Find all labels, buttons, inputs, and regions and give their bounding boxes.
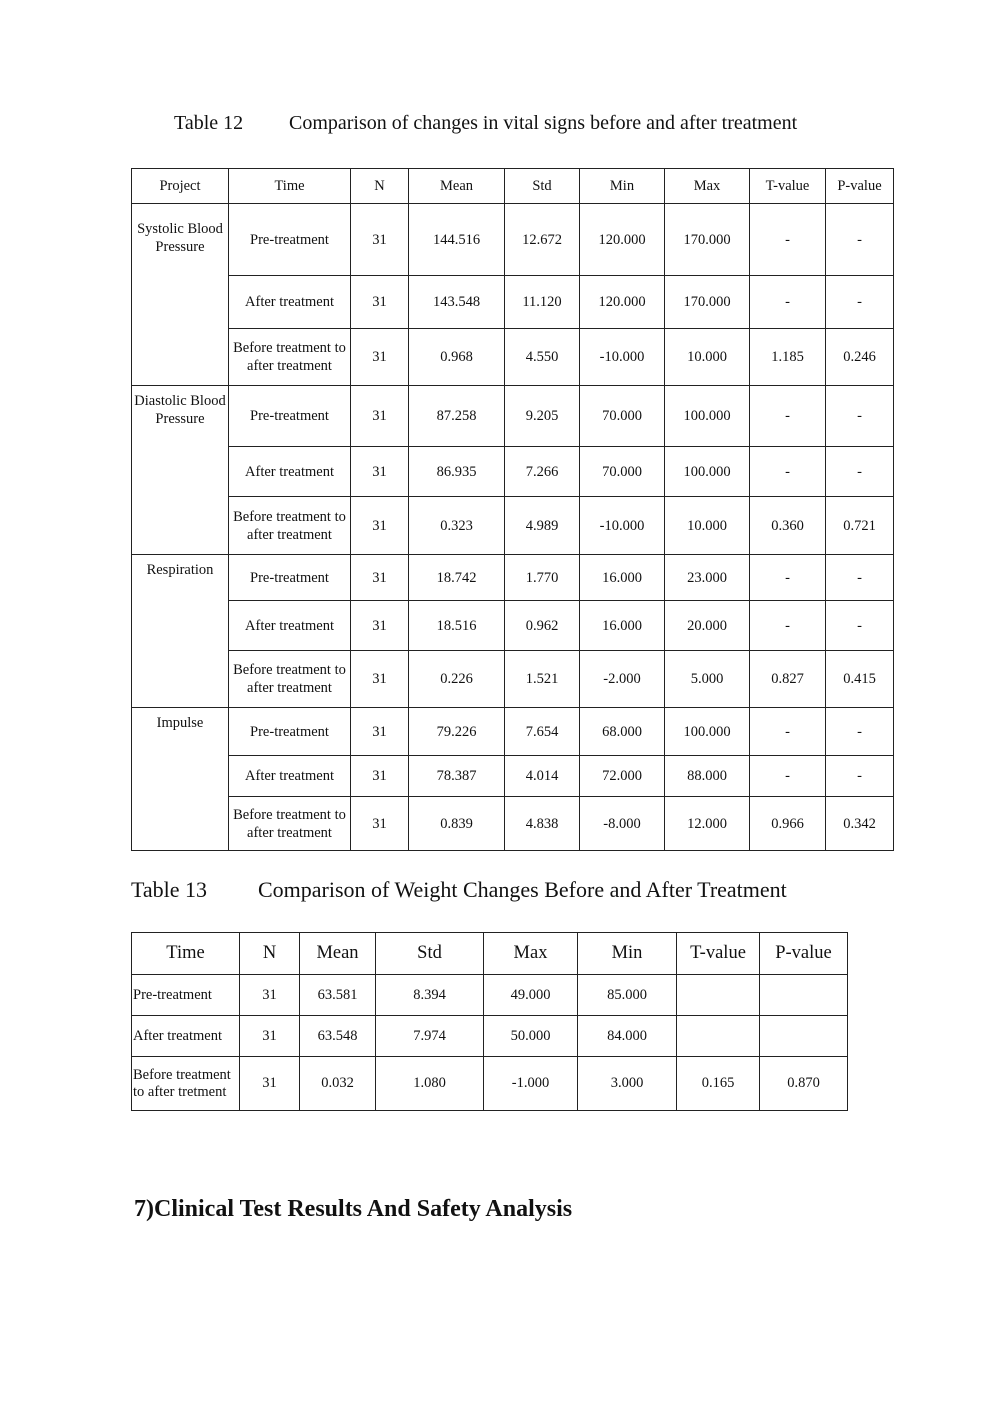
table-cell: 31 [351, 797, 409, 851]
project-cell: Impulse [132, 708, 229, 851]
time-cell: Pre-treatment [132, 975, 240, 1016]
table-cell: 31 [351, 204, 409, 276]
table-cell: 10.000 [665, 497, 750, 555]
table-row [132, 329, 894, 386]
table-cell: 0.323 [409, 497, 505, 555]
table-cell: 0.342 [826, 797, 894, 851]
table-cell: 7.974 [376, 1016, 484, 1057]
table12-number: Table 12 [174, 112, 244, 134]
table-cell: -8.000 [580, 797, 665, 851]
column-header: Std [376, 933, 484, 975]
table-cell: 0.721 [826, 497, 894, 555]
table-cell: 1.185 [750, 329, 826, 386]
table-cell: 31 [351, 708, 409, 756]
table-cell [760, 1016, 848, 1057]
table-cell: 0.839 [409, 797, 505, 851]
table-cell: 31 [351, 555, 409, 601]
time-cell: After treatment [132, 1016, 240, 1057]
table-cell: -1.000 [484, 1057, 578, 1111]
table-cell: - [750, 447, 826, 497]
time-cell: After treatment [229, 276, 351, 329]
table-cell: 1.080 [376, 1057, 484, 1111]
table-cell: 84.000 [578, 1016, 677, 1057]
table-row [132, 601, 894, 651]
table-cell: 23.000 [665, 555, 750, 601]
column-header: T-value [750, 169, 826, 204]
table-cell: 7.266 [505, 447, 580, 497]
section-heading: 7)Clinical Test Results And Safety Analysis [134, 1196, 573, 1222]
table-cell: - [750, 204, 826, 276]
time-cell: Pre-treatment [229, 555, 351, 601]
table-cell: 31 [351, 601, 409, 651]
table-row [132, 555, 894, 601]
column-header: Std [505, 169, 580, 204]
table-cell: 5.000 [665, 651, 750, 708]
table-cell: 31 [351, 497, 409, 555]
table-cell: 12.000 [665, 797, 750, 851]
table-cell [760, 975, 848, 1016]
table-row [132, 276, 894, 329]
table-cell: 3.000 [578, 1057, 677, 1111]
table-cell: 143.548 [409, 276, 505, 329]
table-cell: -2.000 [580, 651, 665, 708]
table-cell: 79.226 [409, 708, 505, 756]
table-cell: 49.000 [484, 975, 578, 1016]
time-cell: Before treatment to after treatment [229, 497, 351, 555]
table-cell: 170.000 [665, 204, 750, 276]
column-header: Max [665, 169, 750, 204]
table-cell: - [826, 386, 894, 447]
table-cell: 4.550 [505, 329, 580, 386]
table-cell: 70.000 [580, 447, 665, 497]
table-cell: 0.415 [826, 651, 894, 708]
table-cell: - [826, 756, 894, 797]
table-row [132, 708, 894, 756]
table-cell: 31 [351, 756, 409, 797]
table-cell: 85.000 [578, 975, 677, 1016]
table-cell: 11.120 [505, 276, 580, 329]
table-cell: 31 [351, 447, 409, 497]
table-cell: - [750, 708, 826, 756]
column-header: P-value [826, 169, 894, 204]
table-cell: 31 [351, 386, 409, 447]
column-header: T-value [677, 933, 760, 975]
table-cell: 4.838 [505, 797, 580, 851]
table-cell: 31 [240, 1057, 300, 1111]
weight-changes-table [131, 932, 848, 1111]
table-cell: 1.521 [505, 651, 580, 708]
column-header: N [240, 933, 300, 975]
table-cell: 31 [351, 651, 409, 708]
table-cell: 87.258 [409, 386, 505, 447]
column-header: Mean [300, 933, 376, 975]
column-header: Project [132, 169, 229, 204]
table-cell: - [826, 601, 894, 651]
table-cell: 12.672 [505, 204, 580, 276]
table-cell: 31 [240, 975, 300, 1016]
table-header-row [132, 933, 848, 975]
time-cell: Pre-treatment [229, 204, 351, 276]
table13-number: Table 13 [131, 877, 208, 902]
table-cell: 100.000 [665, 447, 750, 497]
table-cell: 9.205 [505, 386, 580, 447]
table-cell: 0.870 [760, 1057, 848, 1111]
table-cell: - [750, 386, 826, 447]
table-cell: 0.246 [826, 329, 894, 386]
table-cell: 70.000 [580, 386, 665, 447]
time-cell: Before treatment to after tretment [132, 1057, 240, 1111]
column-header: Min [580, 169, 665, 204]
table-cell: 31 [351, 329, 409, 386]
table-cell: 1.770 [505, 555, 580, 601]
table-cell: - [826, 555, 894, 601]
time-cell: After treatment [229, 756, 351, 797]
table-row [132, 975, 848, 1016]
table-cell: - [826, 708, 894, 756]
table-cell: 18.516 [409, 601, 505, 651]
table-row [132, 756, 894, 797]
time-cell: Before treatment to after treatment [229, 797, 351, 851]
table-cell: - [826, 447, 894, 497]
table-cell: 100.000 [665, 386, 750, 447]
table-row [132, 1016, 848, 1057]
table-cell: 86.935 [409, 447, 505, 497]
time-cell: Before treatment to after treatment [229, 651, 351, 708]
table-cell: -10.000 [580, 497, 665, 555]
table-row [132, 797, 894, 851]
table-cell: - [750, 756, 826, 797]
table-cell: - [750, 601, 826, 651]
table-cell: 4.989 [505, 497, 580, 555]
table-cell: - [826, 276, 894, 329]
table-cell: 170.000 [665, 276, 750, 329]
table-cell: 0.968 [409, 329, 505, 386]
column-header: Max [484, 933, 578, 975]
table-cell: 63.581 [300, 975, 376, 1016]
table-cell: 78.387 [409, 756, 505, 797]
table-cell: 18.742 [409, 555, 505, 601]
table-cell: 0.360 [750, 497, 826, 555]
table-cell: 16.000 [580, 601, 665, 651]
table-cell: 20.000 [665, 601, 750, 651]
table-cell: 50.000 [484, 1016, 578, 1057]
table-row [132, 651, 894, 708]
table-cell: - [750, 555, 826, 601]
time-cell: After treatment [229, 447, 351, 497]
time-cell: Pre-treatment [229, 708, 351, 756]
table-cell: 63.548 [300, 1016, 376, 1057]
time-cell: After treatment [229, 601, 351, 651]
table-cell: -10.000 [580, 329, 665, 386]
table-cell: 10.000 [665, 329, 750, 386]
table12-title: Comparison of changes in vital signs before and after treatment [289, 112, 798, 134]
table-cell: 0.165 [677, 1057, 760, 1111]
table-cell: 0.962 [505, 601, 580, 651]
time-cell: Before treatment to after treatment [229, 329, 351, 386]
table-cell: 68.000 [580, 708, 665, 756]
table-cell: 0.966 [750, 797, 826, 851]
table-cell: - [826, 204, 894, 276]
table-cell: 4.014 [505, 756, 580, 797]
table12-caption [174, 112, 797, 135]
column-header: N [351, 169, 409, 204]
project-cell: Diastolic Blood Pressure [132, 386, 229, 555]
table-cell: 7.654 [505, 708, 580, 756]
table-cell: 31 [351, 276, 409, 329]
table-cell: 0.032 [300, 1057, 376, 1111]
table13-title: Comparison of Weight Changes Before and After Treatment [258, 877, 787, 902]
table-cell: 0.226 [409, 651, 505, 708]
table-cell: - [750, 276, 826, 329]
table-row [132, 386, 894, 447]
column-header: P-value [760, 933, 848, 975]
table-row [132, 447, 894, 497]
table13-caption [131, 877, 787, 903]
project-cell: Respiration [132, 555, 229, 708]
table-cell: 31 [240, 1016, 300, 1057]
column-header: Time [229, 169, 351, 204]
table-row [132, 497, 894, 555]
table-cell: 72.000 [580, 756, 665, 797]
table-cell: 120.000 [580, 276, 665, 329]
table-cell [677, 975, 760, 1016]
table-header-row [132, 169, 894, 204]
table-cell: 16.000 [580, 555, 665, 601]
time-cell: Pre-treatment [229, 386, 351, 447]
table-row [132, 1057, 848, 1111]
vital-signs-table [131, 168, 894, 851]
table-cell: 100.000 [665, 708, 750, 756]
table-cell: 88.000 [665, 756, 750, 797]
table-cell: 120.000 [580, 204, 665, 276]
table-cell: 144.516 [409, 204, 505, 276]
table-cell: 0.827 [750, 651, 826, 708]
column-header: Mean [409, 169, 505, 204]
table-cell [677, 1016, 760, 1057]
column-header: Time [132, 933, 240, 975]
table-row [132, 204, 894, 276]
table-cell: 8.394 [376, 975, 484, 1016]
column-header: Min [578, 933, 677, 975]
project-cell: Systolic Blood Pressure [132, 204, 229, 386]
